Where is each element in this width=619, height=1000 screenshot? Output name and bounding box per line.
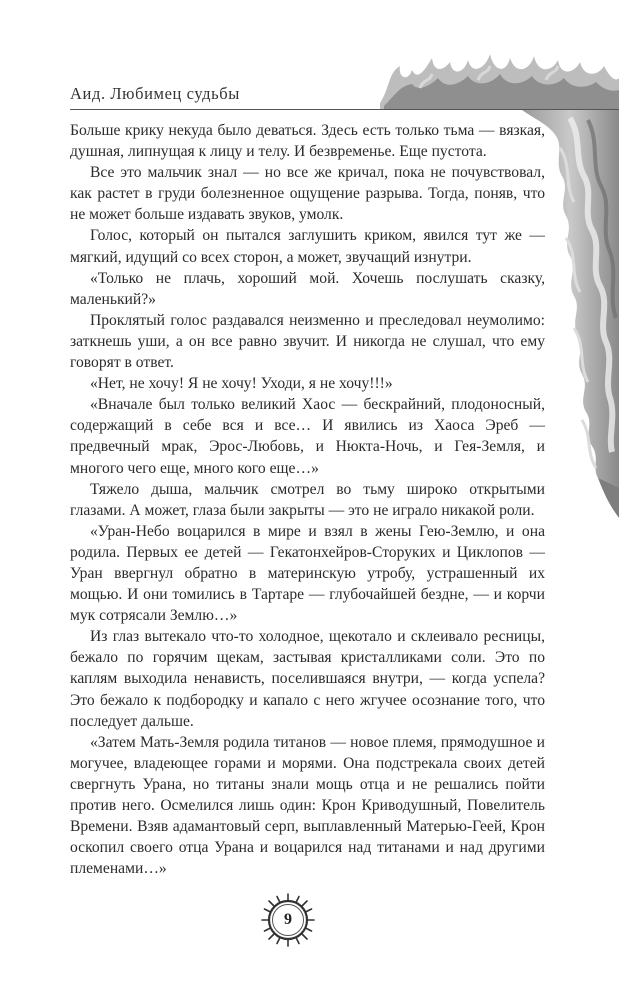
paragraph: Больше крику некуда было деваться. Здесь есть только тьма — вязкая, душная, липнущая к лицу и телу. И безвременье. Еще пустота. [70, 122, 545, 161]
page-number: 9 [284, 911, 292, 928]
paragraph: «Нет, не хочу! Я не хочу! Уходи, я не хочу!!!» [90, 375, 393, 393]
paragraph: «Только не плачь, хороший мой. Хочешь послушать сказку, маленький?» [70, 269, 545, 308]
paragraph: Голос, который он пытался заглушить криком, явился тут же — мягкий, идущий со всех сторон, а может, звучащий изнутри. [70, 227, 545, 266]
page-number-ornament [258, 890, 318, 950]
paragraph: «Затем Мать-Земля родила титанов — новое племя, прямодушное и могучее, владеющее горами и морями. Она подстрекала своих детей свергнуть Урана, но титаны знали мощь отца и не решались пойти против него. Осмелился лишь один: Крон Криводушный, Повелитель Времени. Взяв адамантовый серп, выплавленный Матерью-Геей, Крон оскопил своего отца Урана и воцарился над титанами и над другими племенами…» [70, 733, 545, 878]
body-text [70, 120, 545, 879]
paragraph: Тяжело дыша, мальчик смотрел во тьму широко открытыми глазами. А может, глаза были закрыты — это не играло никакой роли. [70, 480, 545, 519]
paragraph: Из глаз вытекало что-то холодное, щекотало и склеивало ресницы, бежало по горячим щекам, застывая кристалликами соли. Это по каплям выходила ненависть, поселившаяся внутри, — когда успела? Это бежало к подбородку и капало с него жгучее осознание того, что последует дальше. [70, 628, 545, 730]
paragraph: Проклятый голос раздавался неизменно и преследовал неумолимо: заткнешь уши, а он все равно звучит. И никогда не слушал, что ему говорят в ответ. [70, 311, 545, 372]
paragraph: Все это мальчик знал — но все же кричал, пока не почувствовал, как растет в груди болезненное ощущение разрыва. Тогда, поняв, что не может больше издавать звуков, умолк. [70, 164, 545, 224]
paragraph: «Уран-Небо воцарился в мире и взял в жены Гею-Землю, и она родила. Первых ее детей — Гекатонхейров-Сторуких и Циклопов — Уран ввергнул обратно в материнскую утробу, устрашенный их мощью. И они томились в Тартаре — глубочайшей бездне, — и корчи мук сотрясали Землю…» [70, 522, 545, 625]
running-head-title: Аид. Любимец судьбы [70, 84, 240, 103]
header-rule [70, 109, 619, 110]
paragraph: «Вначале был только великий Хаос — бескрайний, плодоносный, содержащий в себе вся и все… И явились из Хаоса Эреб — предвечный мрак, Эрос-Любовь, и Нюкта-Ночь, и Гея-Земля, и многого чего еще, много кого еще…» [70, 396, 545, 477]
